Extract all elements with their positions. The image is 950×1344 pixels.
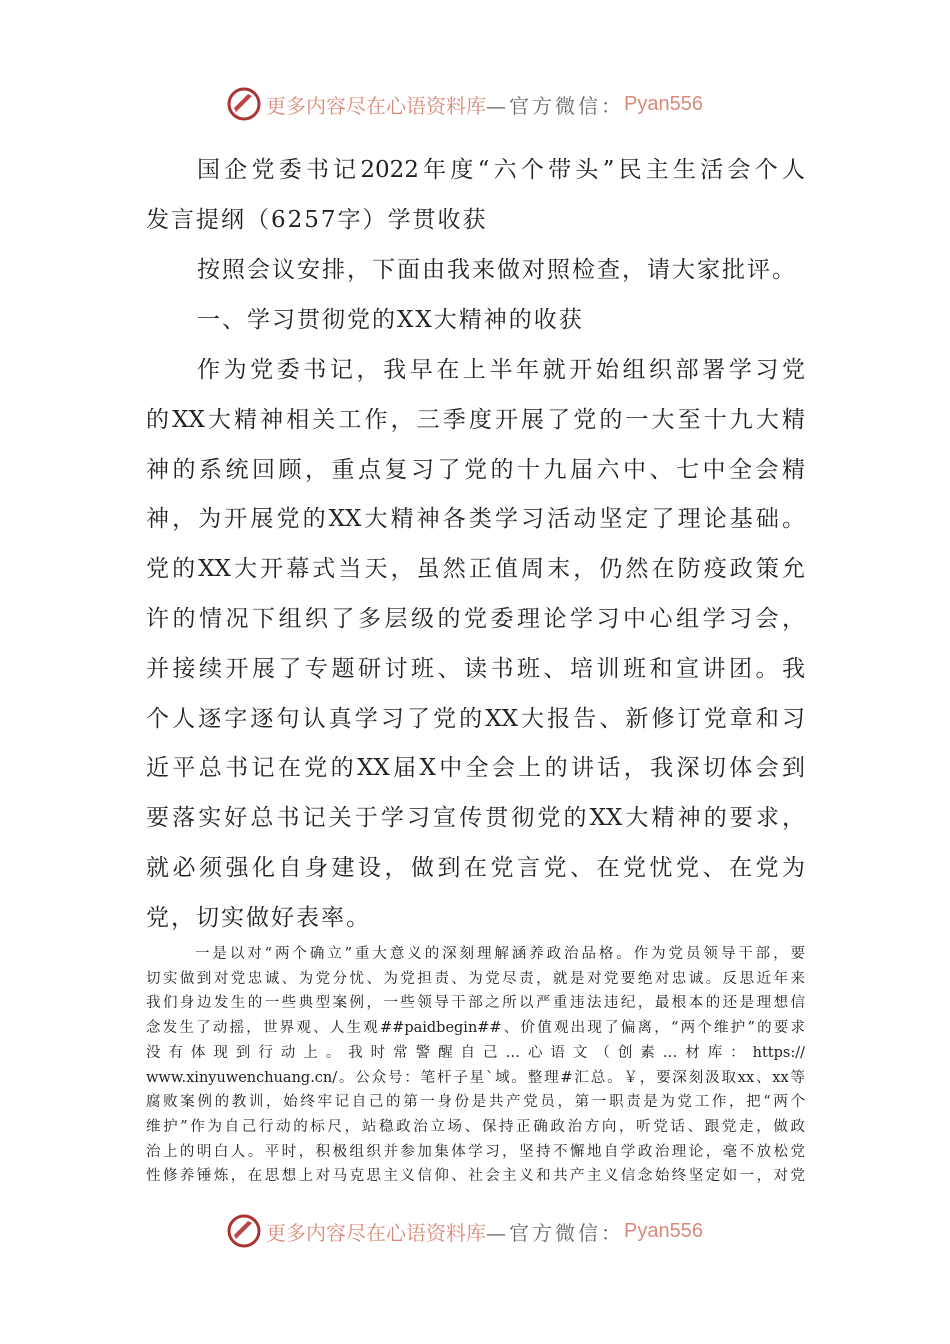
text-line: 神，为开展党的XX大精神各类学习活动坚定了理论基础。 bbox=[146, 506, 805, 533]
pen-logo-icon bbox=[226, 86, 262, 122]
text-line: 神的系统回顾，重点复习了党的十九届六中、七中全会精 bbox=[146, 456, 805, 483]
text-line: 治上的明白人。平时，积极组织并参加集体学习，坚持不懈地自学政治理论，毫不放松党 bbox=[146, 1143, 805, 1160]
watermark-wechat-id: Pyan556 bbox=[624, 92, 703, 115]
text-line: 腐败案例的教训，始终牢记自己的第一身份是共产党员，第一职责是为党工作，把“两个 bbox=[146, 1094, 805, 1111]
text-line: 就必须强化自身建设，做到在党言党、在党忧党、在党为 bbox=[146, 855, 805, 881]
watermark-text: 更多内容尽在心语资料库 bbox=[266, 1220, 486, 1245]
title-line: 发言提纲（6257字）学贯收获 bbox=[146, 207, 488, 233]
text-line: 党，切实做好表率。 bbox=[146, 904, 371, 931]
text-line: 性修养锤炼，在思想上对马克思主义信仰、社会主义和共产主义信念始终坚定如一，对党 bbox=[146, 1168, 805, 1185]
watermark-wechat-label: —官方微信： bbox=[486, 1220, 624, 1245]
text-line: 党的XX大开幕式当天，虽然正值周末，仍然在防疫政策允 bbox=[146, 556, 805, 583]
text-line: 我们身边发生的一些典型案例，一些领导干部之所以严重违法违纪，最根本的还是理想信 bbox=[146, 995, 805, 1012]
intro-text: 按照会议安排，下面由我来做对照检查，请大家批评。 bbox=[197, 257, 797, 283]
watermark-wechat-id: Pyan556 bbox=[624, 1219, 703, 1242]
watermark-footer bbox=[226, 1211, 703, 1251]
text-line: 作为党委书记，我早在上半年就开始组织部署学习党 bbox=[197, 357, 805, 383]
text-line: 并接续开展了专题研讨班、读书班、培训班和宣讲团。我 bbox=[146, 655, 805, 682]
watermark-text: 更多内容尽在心语资料库 bbox=[266, 93, 486, 118]
text-line: 个人逐字逐句认真学习了党的XX大报告、新修订党章和习 bbox=[146, 705, 805, 732]
text-line: 许的情况下组织了多层级的党委理论学习中心组学习会， bbox=[146, 606, 805, 632]
pen-logo-icon bbox=[226, 1213, 262, 1249]
text-line: 维护”作为自己行动的标尺，站稳政治立场、保持正确政治方向，听党话、跟党走，做政 bbox=[146, 1118, 805, 1135]
text-line: 切实做到对党忠诚、为党分忧、为党担责、为党尽责，就是对党要绝对忠诚。反思近年来 bbox=[146, 970, 805, 987]
text-line: 要落实好总书记关于学习宣传贯彻党的XX大精神的要求， bbox=[146, 805, 805, 832]
text-line: 的XX大精神相关工作，三季度开展了党的一大至十九大精 bbox=[146, 406, 805, 433]
section-heading: 一、学习贯彻党的XX大精神的收获 bbox=[197, 307, 584, 333]
text-line: www.xinyuwenchuang.cn/。公众号：笔杆子星`域。整理#汇总。￥，要深刻汲取xx、xx等 bbox=[146, 1069, 805, 1086]
text-line: 一是以对“两个确立”重大意义的深刻理解涵养政治品格。作为党员领导干部，要 bbox=[195, 946, 805, 962]
text-line: 念发生了动摇，世界观、人生观##paidbegin##、价值观出现了偏离，“两个维护”的要求 bbox=[146, 1020, 805, 1037]
text-line: 没有体现到行动上。我时常警醒自己…心语文（创素…材库：https:// bbox=[146, 1044, 805, 1061]
text-line: 近平总书记在党的XX届X中全会上的讲话，我深切体会到 bbox=[146, 755, 805, 782]
watermark-wechat-label: —官方微信： bbox=[486, 93, 624, 118]
watermark-header bbox=[226, 84, 703, 124]
title-line: 国企党委书记2022年度“六个带头”民主生活会个人 bbox=[197, 157, 805, 183]
